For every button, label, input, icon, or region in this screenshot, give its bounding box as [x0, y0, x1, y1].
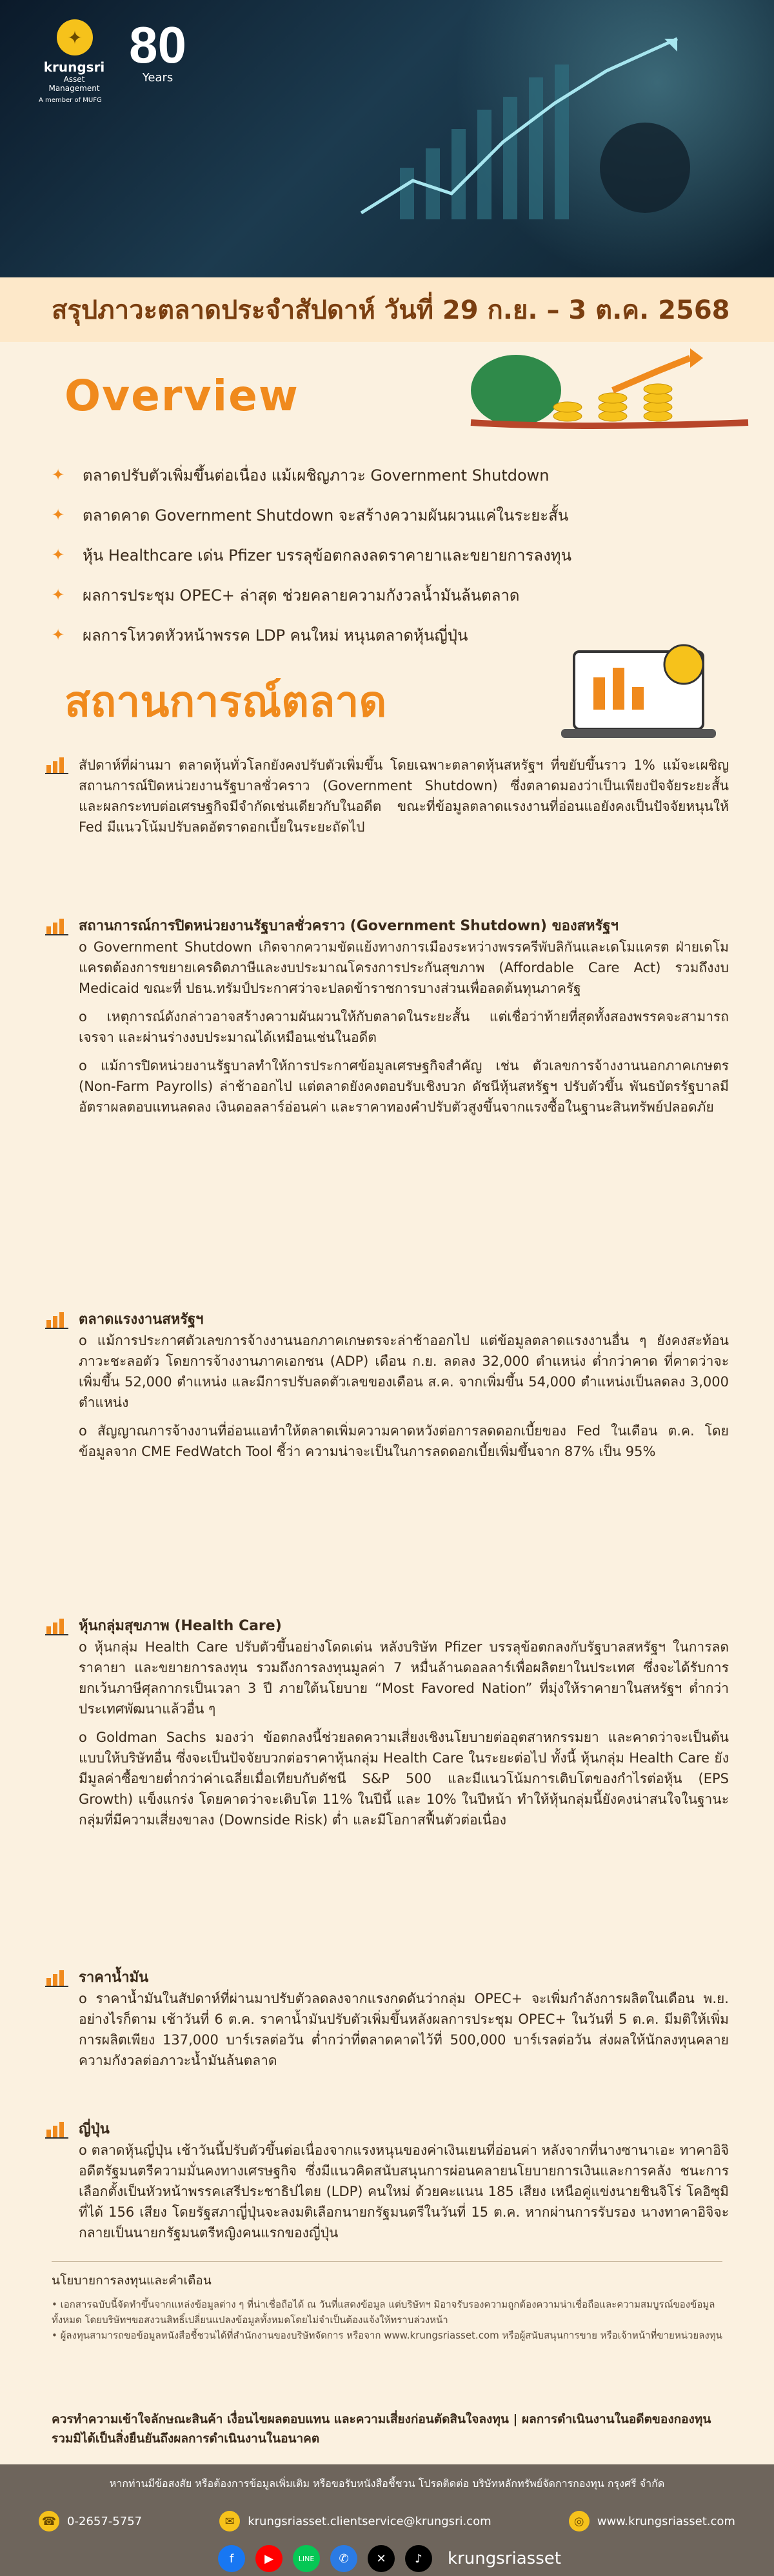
anniversary-badge	[129, 16, 186, 85]
divider	[52, 2261, 722, 2262]
labor-para: o แม้การประกาศตัวเลขการจ้างงานนอกภาคเกษตรจะล่าช้าออกไป แต่ข้อมูลตลาดแรงงานอื่น ๆ ยังคงสะท้อนภาวะชะลอตัว โดยการจ้างงานภาคเอกชน (ADP) เดือน ก.ย. ลดลง 32,000 ตำแหน่ง ต่ำกว่าคาด ที่คาดว่าจะเพิ่มขึ้น 52,000 ตำแหน่ง และมีการปรับลดตัวเลขของเดือน ส.ค. จากเพิ่มขึ้น 54,000 ตำแหน่งเป็นลดลง 3,000 ตำแหน่ง	[79, 1333, 729, 1410]
chart-bars-icon	[45, 1310, 68, 1329]
overview-item-text: ผลการประชุม OPEC+ ล่าสุด ช่วยคลายความกังวลน้ำมันล้นตลาด	[83, 586, 520, 604]
website-url: www.krungsriasset.com	[597, 2514, 735, 2528]
social-handle: krungsriasset	[448, 2549, 561, 2568]
email-address: krungsriasset.clientservice@krungsri.com	[248, 2514, 491, 2528]
overview-item-text: หุ้น Healthcare เด่น Pfizer บรรลุข้อตกลงลดราคายาและขยายการลงทุน	[83, 546, 572, 564]
chart-bars-icon	[45, 916, 68, 935]
phone-icon: ☎	[39, 2511, 59, 2531]
youtube-icon[interactable]: ▶	[255, 2545, 283, 2572]
risk-warning: ควรทำความเข้าใจลักษณะสินค้า เงื่อนไขผลตอบแทน และความเสี่ยงก่อนตัดสินใจลงทุน | ผลการดำเนินงานในอดีตของกองทุนรวมมิได้เป็นสิ่งยืนยันถึงผลการดำเนินงานในอนาคต	[52, 2412, 711, 2446]
overview-item	[52, 455, 632, 495]
diamond-bullet-icon: ✦	[52, 466, 65, 484]
overview-item	[52, 575, 632, 615]
tiktok-icon[interactable]: ♪	[405, 2545, 432, 2572]
japan-section	[45, 2119, 729, 2243]
oil-title: ราคาน้ำมัน	[79, 1970, 149, 1986]
shutdown-para: o แม้การปิดหน่วยงานรัฐบาลทำให้การประกาศข้อมูลเศรษฐกิจสำคัญ เช่น ตัวเลขการจ้างงานนอกภาคเกษตร (Non-Farm Payrolls) ล่าช้าออกไป แต่ตลาดยังคงตอบรับเชิงบวก ดัชนีหุ้นสหรัฐฯ ปรับตัวขึ้น พันธบัตรรัฐบาลมีอัตราผลตอบแทนลดลง เงินดอลลาร์อ่อนค่า และราคาทองคำปรับตัวสูงขึ้นจากแรงซื้อในฐานะสินทรัพย์ปลอดภัย	[79, 1058, 729, 1115]
logo-brand: krungsri	[43, 59, 105, 75]
overview-item	[52, 535, 632, 575]
oil-para: o ราคาน้ำมันในสัปดาห์ที่ผ่านมาปรับตัวลดลงจากแรงกดดันว่ากลุ่ม OPEC+ จะเพิ่มกำลังการผลิตในเดือน พ.ย. อย่างไรก็ตาม เช้าวันที่ 6 ต.ค. ราคาน้ำมันปรับตัวเพิ่มขึ้นหลังผลการประชุม OPEC+ ในวันที่ 5 ต.ค. มีมติให้เพิ่มการผลิตเพียง 137,000 บาร์เรลต่อวัน ต่ำกว่าที่ตลาดคาดไว้ที่ 500,000 บาร์เรลต่อวัน ส่งผลให้นักลงทุนคลายความกังวลต่อภาวะน้ำมันล้นตลาด	[79, 1991, 729, 2068]
chart-bars-icon	[45, 2119, 68, 2139]
healthcare-para: o หุ้นกลุ่ม Health Care ปรับตัวขึ้นอย่างโดดเด่น หลังบริษัท Pfizer บรรลุข้อตกลงกับรัฐบาลสหรัฐฯ ในการลดราคายา และขยายการลงทุน รวมถึงการลงทุนมูลค่า 7 หมื่นล้านดอลลาร์เพื่อผลิตยาในประเทศ ซึ่งจะได้รับการยกเว้นภาษีศุลกากรเป็นเวลา 3 ปี ภายใต้นโยบาย “Most Favored Nation” ที่มุ่งให้ราคายาในสหรัฐฯ ต่ำกว่าประเทศพัฒนาแล้วอื่น ๆ	[79, 1639, 729, 1717]
market-intro-section	[45, 755, 729, 837]
diamond-bullet-icon: ✦	[52, 626, 65, 644]
overview-illustration	[445, 345, 755, 442]
anniversary-word: Years	[142, 71, 174, 85]
hero-banner	[0, 0, 774, 277]
overview-item	[52, 615, 632, 655]
website-link[interactable]	[569, 2511, 735, 2531]
overview-item-text: ผลการโหวตหัวหน้าพรรค LDP คนใหม่ หนุนตลาดหุ้นญี่ปุ่น	[83, 626, 468, 644]
investment-note	[52, 2261, 722, 2343]
overview-item-text: ตลาดคาด Government Shutdown จะสร้างความผันผวนแค่ในระยะสั้น	[83, 506, 569, 524]
overview-item-text: ตลาดปรับตัวเพิ่มขึ้นต่อเนื่อง แม้เผชิญภาวะ Government Shutdown	[83, 466, 550, 484]
labor-para: o สัญญาณการจ้างงานที่อ่อนแอทำให้ตลาดเพิ่มความคาดหวังต่อการลดดอกเบี้ยของ Fed ในเดือน ต.ค. โดยข้อมูลจาก CME FedWatch Tool ชี้ว่า ความน่าจะเป็นในการลดดอกเบี้ยเพิ่มขึ้นจาก 87% เป็น 95%	[79, 1423, 729, 1459]
globe-icon: ◎	[569, 2511, 590, 2531]
market-illustration	[561, 639, 755, 748]
shutdown-section	[45, 916, 729, 1117]
healthcare-section	[45, 1616, 729, 1830]
x-icon[interactable]: ✕	[368, 2545, 395, 2572]
shutdown-para: o เหตุการณ์ดังกล่าวอาจสร้างความผันผวนให้กับตลาดในระยะสั้น แต่เชื่อว่าท้ายที่สุดทั้งสองพรรคจะสามารถเจรจา และผ่านร่างงบประมาณได้เหมือนเช่นในอดีต	[79, 1009, 729, 1045]
market-intro-text: สัปดาห์ที่ผ่านมา ตลาดหุ้นทั่วโลกยังคงปรับตัวเพิ่มขึ้น โดยเฉพาะตลาดหุ้นสหรัฐฯ ที่ขยับขึ้นราว 1% แม้จะเผชิญสถานการณ์ปิดหน่วยงานรัฐบาลชั่วคราว (Government Shutdown) ซึ่งตลาดมองว่าเป็นเพียงปัจจัยระยะสั้น และผลกระทบต่อเศรษฐกิจมีจำกัดเช่นเดียวกับในอดีต ขณะที่ข้อมูลตลาดแรงงานที่อ่อนแอยังคงเป็นปัจจัยหนุนให้ Fed มีแนวโน้มปรับลดอัตราดอกเบี้ยในระยะถัดไป	[79, 757, 729, 835]
logo-mufg: A member of MUFG	[39, 97, 102, 104]
logo-sub1: Asset	[63, 75, 85, 84]
note-line: • เอกสารฉบับนี้จัดทำขึ้นจากแหล่งข้อมูลต่าง ๆ ที่น่าเชื่อถือได้ ณ วันที่แสดงข้อมูล แต่บริษัทฯ มิอาจรับรองความถูกต้องความน่าเชื่อถือและความสมบูรณ์ของข้อมูลทั้งหมด โดยบริษัทฯขอสงวนสิทธิ์เปลี่ยนแปลงข้อมูลทั้งหมดโดยไม่จำเป็นต้องแจ้งให้ทราบล่วงหน้า	[52, 2299, 715, 2326]
page-title: สรุปภาวะตลาดประจำสัปดาห์ วันที่ 29 ก.ย. – 3 ต.ค. 2568	[52, 295, 730, 325]
overview-list	[52, 455, 632, 655]
footer-contact-text: หากท่านมีข้อสงสัย หรือต้องการข้อมูลเพิ่มเติม หรือขอรับหนังสือชี้ชวน โปรดติดต่อ บริษัทหลักทรัพย์จัดการกองทุน กรุงศรี จำกัด	[109, 2477, 665, 2490]
phone-number: 0-2657-5757	[67, 2514, 143, 2528]
chart-bars-icon	[45, 1616, 68, 1635]
oil-section	[45, 1968, 729, 2071]
shutdown-title: สถานการณ์การปิดหน่วยงานรัฐบาลชั่วคราว (Government Shutdown) ของสหรัฐฯ	[79, 918, 619, 934]
messenger-icon[interactable]: ✆	[330, 2545, 357, 2572]
shutdown-para: o Government Shutdown เกิดจากความขัดแย้งทางการเมืองระหว่างพรรครีพับลิกันและเดโมแครต ฝ่ายเดโมแครตต้องการขยายเครดิตภาษีและงบประมาณโครงการประกันสุขภาพ (Affordable Care Act) รวมถึงงบ Medicaid ขณะที่ ปธน.ทรัมป์ประกาศว่าจะปลดข้าราชการบางส่วนเพื่อลดต้นทุนภาครัฐ	[79, 939, 729, 996]
market-heading: สถานการณ์ตลาด	[64, 677, 387, 726]
overview-heading: Overview	[64, 371, 299, 421]
healthcare-title: หุ้นกลุ่มสุขภาพ (Health Care)	[79, 1618, 282, 1634]
email-icon: ✉	[219, 2511, 240, 2531]
facebook-icon[interactable]: f	[218, 2545, 245, 2572]
note-line: • ผู้ลงทุนสามารถขอข้อมูลหนังสือชี้ชวนได้ที่สำนักงานของบริษัทจัดการ หรือจาก www.krungsriasset.com หรือผู้สนับสนุนการขาย หรือเจ้าหน้าที่ขายหน่วยลงทุน	[52, 2330, 722, 2341]
diamond-bullet-icon: ✦	[52, 546, 65, 564]
labor-section	[45, 1310, 729, 1462]
diamond-bullet-icon: ✦	[52, 586, 65, 604]
overview-item	[52, 495, 632, 535]
contact-row	[0, 2511, 774, 2531]
japan-title: ญี่ปุ่น	[79, 2121, 110, 2137]
phone-contact[interactable]	[39, 2511, 142, 2531]
logo-sub2: Management	[48, 84, 100, 93]
title-band	[0, 277, 774, 342]
krungsri-logo-icon: ✦	[57, 19, 93, 55]
email-contact[interactable]	[219, 2511, 491, 2531]
chart-bars-icon	[45, 1968, 68, 1987]
anniversary-number: 80	[129, 16, 186, 74]
japan-para: o ตลาดหุ้นญี่ปุ่น เช้าวันนี้ปรับตัวขึ้นต่อเนื่องจากแรงหนุนของค่าเงินเยนที่อ่อนค่า หลังจากที่นางซานาเอะ ทาคาอิจิ อดีตรัฐมนตรีความมั่นคงทางเศรษฐกิจ ซึ่งมีแนวคิดสนับสนุนการผ่อนคลายนโยบายการเงินและการคลัง ชนะการเลือกตั้งเป็นหัวหน้าพรรคเสรีประชาธิปไตย (LDP) คนใหม่ ด้วยคะแนน 185 เสียง เหนือคู่แข่งนายชินจิโร่ โคอิซุมิ ที่ได้ 156 เสียง โดยรัฐสภาญี่ปุ่นจะลงมติเลือกนายกรัฐมนตรีในวันที่ 15 ต.ค. หากผ่านการรับรอง นางทาคาอิจิจะกลายเป็นนายกรัฐมนตรีหญิงคนแรกของญี่ปุ่น	[79, 2142, 729, 2241]
social-row	[0, 2545, 774, 2572]
healthcare-para: o Goldman Sachs มองว่า ข้อตกลงนี้ช่วยลดความเสี่ยงเชิงนโยบายต่ออุตสาหกรรมยา และคาดว่าจะเป็นต้นแบบให้บริษัทอื่น ซึ่งจะเป็นปัจจัยบวกต่อราคาหุ้นกลุ่ม Health Care ในระยะต่อไป ทั้งนี้ หุ้นกลุ่ม Health Care ยังมีมูลค่าซื้อขายต่ำกว่าค่าเฉลี่ยเมื่อเทียบกับดัชนี S&P 500 และมีแนวโน้มการเติบโตของกำไรต่อหุ้น (EPS Growth) แข็งแกร่ง โดยคาดว่าจะเติบโต 11% ในปีนี้ และ 10% ในปีหน้า ทำให้หุ้นกลุ่มนี้ยังคงน่าสนใจในฐานะกลุ่มที่มีความเสี่ยงขาลง (Downside Risk) ต่ำ และมีโอกาสฟื้นตัวต่อเนื่อง	[79, 1730, 729, 1828]
chart-bars-icon	[45, 755, 68, 774]
note-heading: นโยบายการลงทุนและคำเตือน	[52, 2273, 212, 2288]
labor-title: ตลาดแรงงานสหรัฐฯ	[79, 1312, 204, 1328]
line-icon[interactable]: LINE	[293, 2545, 320, 2572]
diamond-bullet-icon: ✦	[52, 506, 65, 524]
